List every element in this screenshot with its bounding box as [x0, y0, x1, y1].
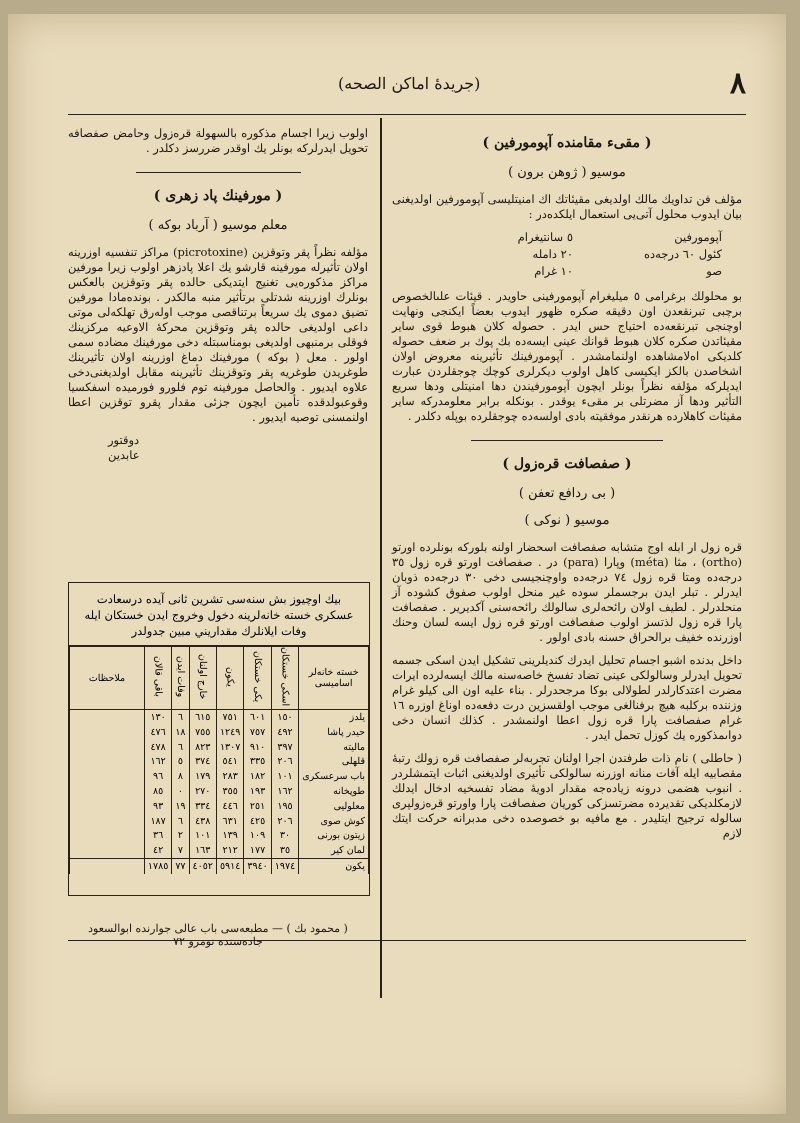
hospital-name-cell: زيتون بورنى	[299, 829, 369, 844]
table-row	[70, 843, 369, 858]
column-header: باقى قالان	[144, 647, 171, 710]
table-cell: ٣٦	[144, 829, 171, 844]
table-cell: ٧	[172, 843, 189, 858]
section-divider	[136, 172, 301, 173]
table-cell: ١٣٠	[144, 710, 171, 725]
table-cell: ٥٩١٤	[216, 859, 243, 874]
newspaper-page	[8, 14, 786, 1114]
article-author: موسيو ( ژوهن برون )	[508, 165, 626, 180]
body-text: مؤلفه نظراً پقر وتوقزين	[251, 245, 368, 259]
latin-term: (picrotoxine)	[173, 245, 248, 259]
table-cell: ١٧٩	[189, 769, 216, 784]
table-cell: ١٣٩	[216, 829, 243, 844]
article-subheading: ( بى ردافع تعفن )	[518, 486, 616, 501]
column-header: ملاحظات	[70, 647, 145, 710]
table-cell: ٧٥١	[216, 710, 243, 725]
article-paragraph: داخل بدنده اشبو اجسام تحليل ايدرك كنديلرينى تشكيل ايدن اسكى جسمه تحويل ايدرلر وسالولكى عينى تضاد تفسخ خاصه‌سنه مالك ايسه‌لرده ايرات مضرت اعتدكارلدر لطولالى بوكا مرجحدرلر . بناء عليه اون الى كيلو غرام وزننده بركلبه هيچ برفنالغى موجب اولقسزين درت دفعه‌ده اوناغ اوزره ١٦ غرام صفصافت پارا قره زول اعطا اولنمشدر . كذلك انسان دخى دوا‌ىمذكوره يك كوزل تحمل ايدر .	[392, 653, 742, 742]
table-total-row	[70, 859, 369, 874]
table-cell: ٦	[172, 814, 189, 829]
table-row	[70, 814, 369, 829]
table-cell: ١٦٢	[271, 784, 298, 799]
table-cell	[70, 799, 145, 814]
table-cell: ٣٥	[271, 843, 298, 858]
column-header: خارج اولنان	[189, 647, 216, 710]
hospital-name-cell: باب سرعسكرى	[299, 769, 369, 784]
table-cell: ١٨	[172, 725, 189, 740]
article-paragraph: ( حاطلى ) نام ذات طرفندن اجرا اولنان تجربه‌لر صفصافت قره زولك رتبهٔ مقصابيه ايله آفات منانه اوزرنه سالولكى تأثيرى اولديغنى اثبات ايتمشلردر . انبوب هضمى درونه زياده‌جه مقدار ادويهٔ مضاد تفسخيه ادخال ايدلك لازمكلديكى تقديرده مضرتسزكى كوريان صفصافت پارا واورتو قره‌زولپرى سالوله ترجيح ايتليدر . مع مافيه بو خصوصده دخى مدبرانه حركت ايتك لازم	[392, 751, 742, 840]
recipe-item: كئول ٦٠ درجه‌ده	[643, 247, 722, 261]
column-header: خسته خانه‌لر اساميسى	[299, 647, 369, 710]
right-column	[392, 126, 742, 849]
table-cell: ٤٣٨	[189, 814, 216, 829]
article-heading: ( مقىء مقامنده آپومورفين )	[482, 135, 652, 151]
table-cell: ٢٠٦	[271, 755, 298, 770]
table-cell: ٧٧	[172, 859, 189, 874]
table-cell: ٣٧٤	[189, 755, 216, 770]
table-cell: ١٠٩	[244, 829, 271, 844]
recipe-amount: ٢٠ دامله	[532, 247, 573, 261]
table-row	[70, 740, 369, 755]
column-header: وفات ايدن	[172, 647, 189, 710]
table-cell: ٢٨٣	[216, 769, 243, 784]
signature-title: دوقتور	[108, 433, 140, 447]
hospital-name-cell: قلهلى	[299, 755, 369, 770]
table-cell: ١٦٣	[189, 843, 216, 858]
page-number: ٨	[729, 66, 746, 101]
table-title: بيك اوچيوز بش سنه‌سى تشرين ثانى آيده درسعادت عسكرى خسته خانه‌لرينه دخول وخروج ايدن خستكان ايله وفات ايلانلرك مقداريني مبين جدولدر	[69, 583, 369, 646]
statistics-table-box	[68, 582, 370, 896]
table-cell: ١٧٧	[244, 843, 271, 858]
table-cell: ١٨٧	[144, 814, 171, 829]
body-text: مراكز تنفسيه اوزرينه اولان تأثيرله مورفينه قارشو يك اعلا پادزهر اولوب زيرا مورفين مراكز مذكوره‌يى تغنيج ايتديكى حالده پقر وتوقزين بالعكس بونلرك اوزرينه شدتلى برتأثير منبه مالكدر . بونده‌مادا مورفين تضيق دموى يك سريعاً برتناقصى موجب اوله‌رق تهلكه‌لى موتى داعى اولديغى حالده پقر وتوقزين محركهٔ الاوعيه مركزينك فوقلى برمنبهى اولديغى بومناسبتله دخى مورفينك مضاده سمى اولور . معل ( بوكه ) مورفينك دماغ اوزرينه اولان تأثيرينك طوغريدن طوغريه پقر وتوقزينك تأثيرينه مقابل اولديغنى‌دخى علاوه ايديور . والحاصل مورفينه توم فلورو فورميده اسفكسيا وقوعبولدقده تأمين ايچون جزئى مقدار پقرو توقزين اعطا اولنمسنى توصيه ايديور .	[68, 245, 368, 424]
left-column	[68, 126, 368, 463]
table-row	[70, 829, 369, 844]
table-cell: ٤٢	[144, 843, 171, 858]
hospital-name-cell: لمان كير	[299, 843, 369, 858]
recipe-amount: ١٠ غرام	[534, 264, 573, 278]
table-cell	[70, 755, 145, 770]
table-cell: ١٥٠	[271, 710, 298, 725]
article-heading: ( مورفينك پاد زهرى )	[153, 188, 283, 204]
article-paragraph	[68, 245, 368, 425]
table-row	[70, 710, 369, 725]
hospital-name-cell: طوپخانه	[299, 784, 369, 799]
table-cell: ٦٣١	[216, 814, 243, 829]
column-header: يكى خستكان	[244, 647, 271, 710]
table-cell: ٦	[172, 710, 189, 725]
signature-name: عابدين	[108, 448, 140, 462]
article-paragraph: بو محلولك برغرامى ٥ ميليغرام آپومورفينى حاويدر . قيئات علىالخصوص برچبى تبرنقعدن اون دقيقه صكره ظهور ايدوب بعضاً ايكنجى ونهايت اوچنجى تبرنقعه‌ده احتياج حس ايدر . حصوله كلان هبوط قوى ساير مقيئاتدن صكره كلان هبوط قوانك عينى ايسه‌ده بك پوك بر ضعف حصوله كلديكى اه‌لامشاهده اولنمامشدر . آپومورفينك تأثيرينه معروض اولان اشخاصدن بالكز ايكيسى كاهل اولوب ديكرلرى كوچك چوجقلردن عبارت ايديلركه مؤلفه نظراً بونلر ايچون آپومورفيندن دها امنيتلى ودها سريع التأثير ودها آز مضرتلى بر مقىء يوقدر . بونكله برابر معلومدركه ساير مقيئات كاهلارده هرنقدر موفقيته بادى اولسه‌ده چوجقلرده بوپله دكلدر .	[392, 289, 742, 423]
table-row	[70, 725, 369, 740]
table-cell: ١٦٢	[144, 755, 171, 770]
hospital-name-cell: ماليته	[299, 740, 369, 755]
table-cell: ٩٣	[144, 799, 171, 814]
table-cell: ٣٣٥	[244, 755, 271, 770]
table-cell: ٣٣٤	[189, 799, 216, 814]
signature	[108, 433, 368, 463]
column-divider	[380, 118, 382, 998]
hospital-name-cell: حيدر پاشا	[299, 725, 369, 740]
table-row	[70, 755, 369, 770]
table-cell	[70, 710, 145, 725]
table-cell	[70, 829, 145, 844]
table-cell: ٤٩٢	[271, 725, 298, 740]
table-cell: ٦٠١	[244, 710, 271, 725]
table-cell	[70, 859, 145, 874]
table-row	[70, 769, 369, 784]
article-paragraph: قره زول ار ابله اوج متشابه صفصافت اسحضار اولنه بلوركه بونلرده اورتو (ortho) ، مثا (méta) وپارا (para) در . صفصافت اورتو قره زول ٣٥ درجه‌ده ومتا قره زول ٧٤ درجه‌ده واوچنجيسى دخى ٣٠ درجه‌ده ذوبان ايدرلر . تبلر ايدن برجسملر سوده غير منحل اولوب صفوق كشوده آز منحلدرلر . لطيف اولان رائحه‌لرى سالولك رائحه‌سنى آكديرير . صفصافت پارا قره زول لذتسز اولوب صفصافت اورتو قره زول ايسه لسان وحنك اوزرنده خفيف برالحراق حسنه بادى اولور .	[392, 540, 743, 644]
column-header: اسكى خستكان	[271, 647, 298, 710]
table-row	[70, 784, 369, 799]
running-title: (جريدهٔ اماكن الصحه)	[338, 74, 481, 93]
article-heading: ( صفصافت قره‌زول )	[502, 456, 632, 472]
table-cell: ١٢٤٩	[216, 725, 243, 740]
table-cell: ٩١٠	[244, 740, 271, 755]
section-divider	[471, 440, 664, 441]
table-cell: ٤٧٦	[144, 725, 171, 740]
article-author: موسيو ( نوكى )	[524, 513, 610, 528]
table-cell: ٧٥٥	[189, 725, 216, 740]
statistics-table	[69, 646, 369, 874]
table-cell: ٨٢٣	[189, 740, 216, 755]
table-cell: ٣٩٧	[271, 740, 298, 755]
table-cell: ٨٥	[144, 784, 171, 799]
table-cell	[70, 814, 145, 829]
table-cell: ٢٧٠	[189, 784, 216, 799]
table-cell: ٢٠٦	[271, 814, 298, 829]
table-cell	[70, 843, 145, 858]
table-cell: ٢١٢	[216, 843, 243, 858]
column-header: يكون	[216, 647, 243, 710]
recipe-list	[432, 230, 722, 279]
table-cell	[70, 784, 145, 799]
recipe-item: صو	[706, 264, 722, 278]
table-cell: ١٩٧٤	[271, 859, 298, 874]
recipe-item: آپومورفين	[674, 230, 722, 244]
continuation-paragraph: اولوب زيرا اجسام مذكوره بالسهولة قره‌زول وحامض صفصافه تحويل ايدرلركه بونلر يك اوقدر ضررسز دكلدر .	[68, 126, 368, 155]
recipe-amount: ٥ سانتيغرام	[517, 230, 573, 244]
hospital-name-cell: معلوليى	[299, 799, 369, 814]
table-cell: ٣٩٤٠	[244, 859, 271, 874]
table-cell: ٩٦	[144, 769, 171, 784]
table-cell: ٤٤٦	[216, 799, 243, 814]
article-intro: مؤلف فن تداويك مالك اولديغى مقيئاتك اك امنيتليسى آپومورفين اولديغنى بيان ايدوب محلول آتى‌يى استعمال ايلكده‌در :	[392, 192, 742, 221]
table-cell: ٣٠	[271, 829, 298, 844]
article-author: معلم موسيو ( آرباد بوكه )	[148, 218, 288, 233]
table-cell: ١٠١	[271, 769, 298, 784]
hospital-name-cell: كوش صوى	[299, 814, 369, 829]
table-cell: ٥	[172, 755, 189, 770]
table-header-row	[70, 647, 369, 710]
printer-imprint: ( محمود بك ) — مطبعه‌سى باب عالى جوارنده ابوالسعود جاده‌سنده نومرو ٧٢	[88, 922, 348, 948]
table-cell: ١٣٠٧	[216, 740, 243, 755]
table-cell: ٧٥٧	[244, 725, 271, 740]
table-cell: ٣٥٥	[216, 784, 243, 799]
table-cell: ٤٢٥	[244, 814, 271, 829]
table-cell: ١٨٢	[244, 769, 271, 784]
table-cell: ٢	[172, 829, 189, 844]
table-cell: ٤٠٥٢	[189, 859, 216, 874]
table-row	[70, 799, 369, 814]
table-cell: ٠	[172, 784, 189, 799]
table-cell: ٥٤١	[216, 755, 243, 770]
table-cell	[70, 769, 145, 784]
hospital-name-cell: يلدز	[299, 710, 369, 725]
table-cell: ١٧٨٥	[144, 859, 171, 874]
table-cell	[70, 740, 145, 755]
table-cell	[70, 725, 145, 740]
table-cell: ١٩٣	[244, 784, 271, 799]
table-cell: ٤٧٨	[144, 740, 171, 755]
table-cell: ٨	[172, 769, 189, 784]
table-cell: ١٠١	[189, 829, 216, 844]
hospital-name-cell: يكون	[299, 859, 369, 874]
table-cell: ١٩	[172, 799, 189, 814]
table-cell: ٦١٥	[189, 710, 216, 725]
table-cell: ٦	[172, 740, 189, 755]
table-cell: ١٩٥	[271, 799, 298, 814]
table-cell: ٢٥١	[244, 799, 271, 814]
page-header	[68, 66, 746, 115]
